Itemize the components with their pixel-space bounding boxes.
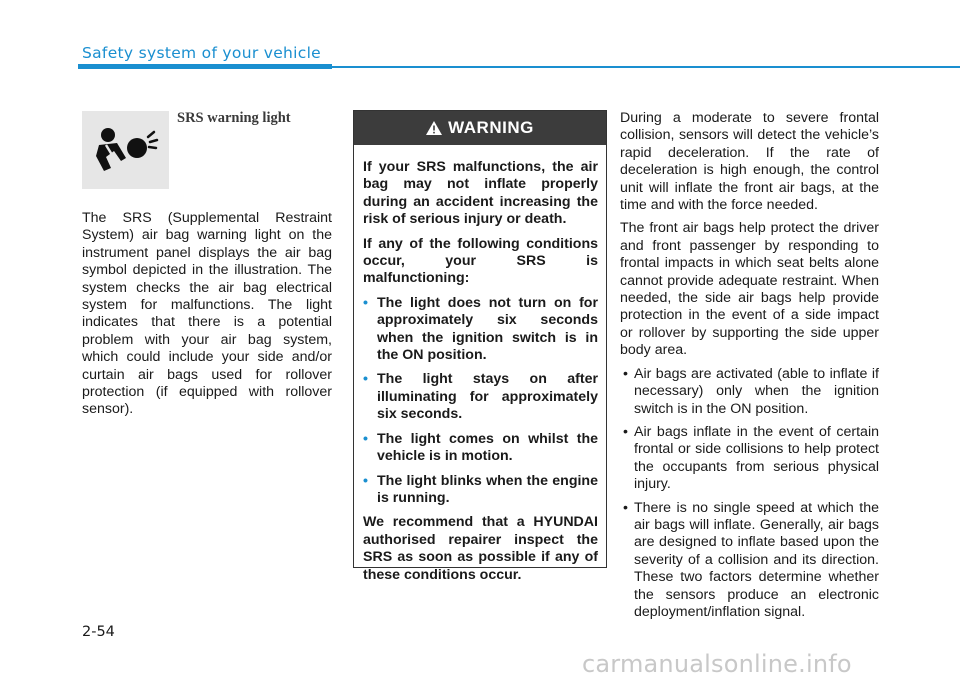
warning-body: [354, 145, 606, 584]
warning-box: [353, 110, 607, 583]
collision-paragraph: During a moderate to severe frontal collision, sensors will detect the vehicle’s rapid deceleration. If the rate of deceleration is high enough, the control unit will inflate the front air bags, at the time and with the force needed.: [620, 110, 879, 214]
warning-header: [354, 111, 606, 145]
warning-closing: We recommend that a HYUNDAI authorised repairer inspect the SRS as soon as possible if any of these conditions occur.: [363, 514, 598, 583]
warning-condition-item: • The light stays on after illuminating for approximately six seconds.: [363, 371, 598, 423]
section-title: SRS warning light: [177, 110, 291, 126]
warning-conditions-intro: If any of the following conditions occur, your SRS is malfunctioning:: [363, 235, 598, 287]
right-column: [620, 110, 879, 627]
airbag-bullet-list: [620, 366, 879, 622]
section-header-title: Safety system of your vehicle: [82, 44, 322, 62]
warning-triangle-icon: [426, 121, 442, 135]
header-accent-bar: [78, 64, 332, 69]
warning-condition-item: • The light comes on whilst the vehicle is in motion.: [363, 431, 598, 466]
warning-condition-item: • The light does not turn on for approximately six seconds when the ignition switch is in the ON position.: [363, 295, 598, 365]
header-rule: [332, 66, 960, 68]
watermark: carmanualsonline.info: [582, 650, 852, 678]
airbag-warning-icon: [82, 111, 169, 189]
page-number: 2-54: [82, 624, 115, 640]
warning-condition-item: • The light blinks when the engine is running.: [363, 473, 598, 508]
list-item: • Air bags are activated (able to inflate if necessary) only when the ignition switch is in the ON position.: [620, 366, 879, 418]
left-column: [82, 210, 332, 425]
list-item: • Air bags inflate in the event of certain frontal or side collisions to help protect the occupants from serious physical injury.: [620, 424, 879, 494]
front-airbag-paragraph: The front air bags help protect the driver and front passenger by responding to frontal impacts in which seat belts alone cannot provide adequate restraint. When needed, the side air bags help provide protection in the event of a side impact or rollover by supporting the side upper body area.: [620, 220, 879, 359]
srs-description: The SRS (Supplemental Restraint System) air bag warning light on the instrument panel displays the air bag symbol depicted in the illustration. The system checks the air bag electrical system for malfunctions. The light indicates that there is a potential problem with your air bag system, which could include your side and/or curtain air bags used for rollover protection (if equipped with rollover sensor).: [82, 210, 332, 418]
warning-label: WARNING: [448, 118, 534, 137]
warning-condition-list: [363, 295, 598, 507]
list-item: • There is no single speed at which the air bags will inflate. Generally, air bags are designed to inflate based upon the severity of a collision and its direction. These two factors determine whether the sensors produce an electronic deployment/inflation signal.: [620, 500, 879, 622]
warning-intro: If your SRS malfunctions, the air bag may not inflate properly during an accident increasing the risk of serious injury or death.: [363, 159, 598, 228]
